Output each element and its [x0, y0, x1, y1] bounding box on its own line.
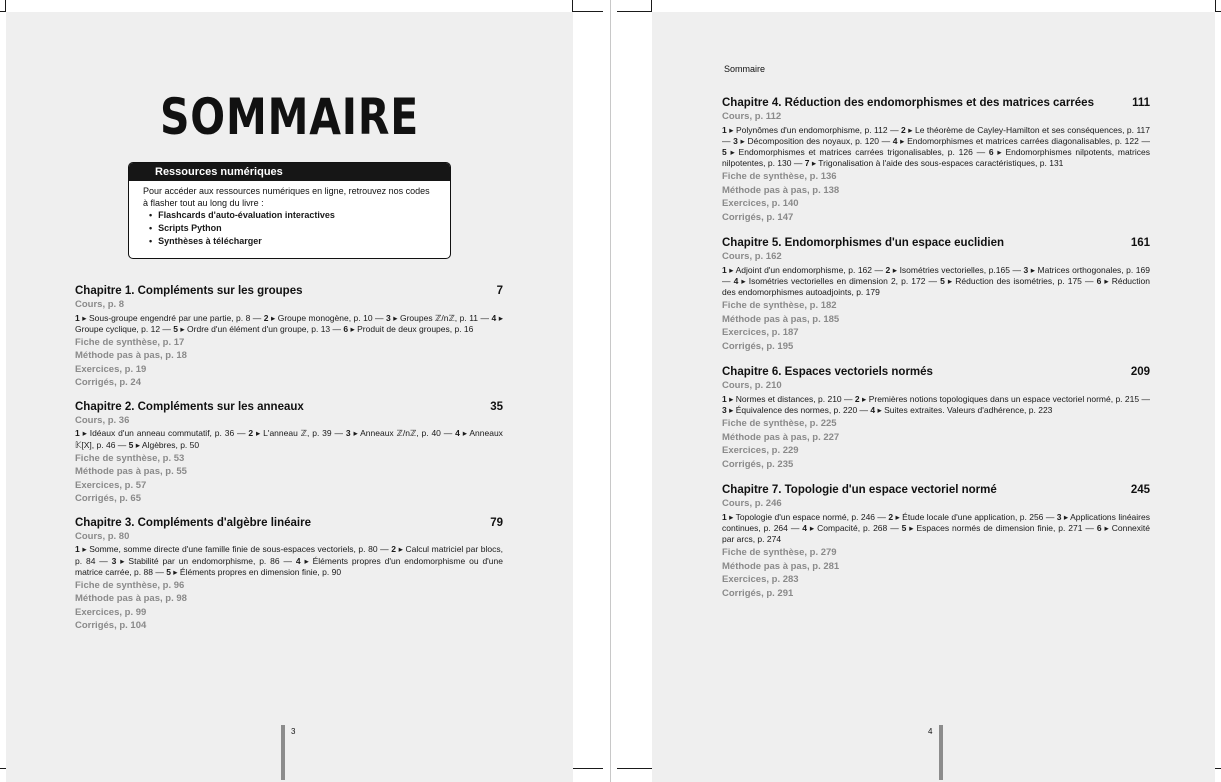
chapter-page-number: 209 [1130, 366, 1150, 379]
arrow-icon: ▸ [170, 566, 180, 577]
chapter-list [75, 284, 503, 643]
extra-link[interactable]: Méthode pas à pas, p. 18 [75, 350, 187, 362]
arrow-icon: ▸ [726, 264, 736, 275]
arrow-icon: ▸ [79, 544, 90, 555]
section-item[interactable] [902, 523, 1083, 533]
chapter-entry [75, 284, 503, 390]
section-item[interactable] [173, 324, 330, 334]
chapter-title: Chapitre 2. Compléments sur les anneaux [75, 400, 304, 413]
resources-item: • Flashcards d'auto-évaluation interactives [149, 209, 450, 222]
extra-link[interactable]: Corrigés, p. 291 [722, 587, 794, 599]
chapter-page-number: 245 [1130, 484, 1150, 497]
folio-bar [281, 725, 285, 780]
cours-link[interactable]: Cours, p. 8 [75, 299, 125, 310]
arrow-icon: ▸ [496, 312, 503, 323]
extra-link[interactable]: Corrigés, p. 65 [75, 493, 141, 505]
section-item[interactable] [112, 556, 280, 566]
section-separator: — [722, 135, 734, 146]
arrow-icon: ▸ [1061, 511, 1071, 522]
section-number: 5 [940, 276, 945, 287]
chapter-page-number: 161 [1130, 237, 1150, 250]
extra-link[interactable]: Corrigés, p. 235 [722, 458, 794, 470]
section-separator: — [1139, 393, 1150, 404]
section-list [75, 313, 503, 335]
extra-link[interactable]: Corrigés, p. 147 [722, 211, 794, 223]
section-text: Applications linéaires continues, p. 264 [722, 511, 1150, 534]
page-number: 3 [291, 727, 296, 736]
section-separator: — [887, 523, 902, 534]
chapter-heading[interactable] [722, 365, 1150, 379]
arrow-icon: ▸ [893, 511, 903, 522]
section-number: 5 [128, 439, 134, 450]
arrow-icon: ▸ [906, 523, 917, 534]
section-list [75, 544, 503, 578]
section-text: Normes et distances, p. 210 [735, 393, 842, 404]
chapter-entry [722, 365, 1150, 471]
section-number: 3 [386, 312, 391, 323]
running-head: Sommaire [724, 64, 766, 74]
extra-link[interactable]: Fiche de synthèse, p. 53 [75, 452, 185, 464]
arrow-icon: ▸ [726, 393, 736, 404]
cours-link[interactable]: Cours, p. 162 [722, 251, 782, 263]
section-separator: — [875, 511, 889, 522]
section-text: Idéaux d'un anneau commutatif, p. 36 [89, 428, 235, 439]
section-number: 1 [75, 312, 80, 323]
arrow-icon: ▸ [395, 544, 406, 555]
section-number: 6 [343, 323, 349, 334]
extra-link[interactable]: Corrigés, p. 104 [75, 620, 147, 632]
extra-link[interactable]: Exercices, p. 19 [75, 363, 147, 375]
crop-mark [573, 768, 603, 769]
chapter-list [722, 96, 1150, 612]
page-title: SOMMAIRE [159, 88, 420, 146]
section-number: 6 [988, 146, 994, 157]
section-item[interactable] [734, 276, 926, 286]
arrow-icon: ▸ [178, 323, 188, 334]
section-number: 2 [248, 428, 254, 439]
section-text: Sous-groupe engendré par une partie, p. 8 [88, 312, 251, 323]
crop-mark [1215, 768, 1221, 769]
section-separator: — [1009, 264, 1024, 275]
cours-link[interactable]: Cours, p. 36 [75, 414, 130, 426]
section-separator: — [250, 312, 264, 323]
section-number: 6 [1096, 276, 1102, 287]
extra-link[interactable]: Fiche de synthèse, p. 96 [75, 579, 185, 591]
section-separator: — [787, 523, 803, 534]
section-text: Compacité, p. 268 [817, 523, 888, 534]
chapter-entry [75, 400, 503, 506]
section-item[interactable] [722, 405, 857, 415]
section-text: Éléments propres d'un endomorphisme ou d'une matrice carrée, p. 88 [75, 555, 503, 577]
section-number: 3 [722, 405, 727, 416]
extra-link[interactable]: Fiche de synthèse, p. 136 [722, 171, 837, 183]
section-text: Connexité par arcs, p. 274 [722, 523, 1151, 545]
arrow-icon: ▸ [1101, 276, 1112, 287]
section-number: 3 [1023, 264, 1029, 275]
section-separator: — [1082, 523, 1097, 534]
arrow-icon: ▸ [905, 124, 915, 135]
section-number: 5 [166, 566, 171, 577]
section-text: Endomorphismes et matrices carrées trigonalisables, p. 126 [738, 146, 973, 157]
section-item[interactable] [248, 428, 331, 438]
chapter-heading[interactable] [75, 400, 503, 414]
chapter-entry [722, 483, 1150, 600]
arrow-icon: ▸ [993, 146, 1006, 157]
section-number: 4 [892, 135, 898, 146]
section-text: Suites extraites. Valeurs d'adhérence, p. 223 [884, 405, 1053, 416]
resources-heading: Ressources numériques [129, 163, 450, 181]
section-item[interactable] [346, 428, 441, 438]
crop-mark [5, 0, 6, 12]
section-separator: — [972, 146, 989, 157]
extra-link[interactable]: Exercices, p. 99 [75, 606, 147, 618]
section-number: 4 [733, 276, 739, 287]
extra-link[interactable]: Corrigés, p. 24 [75, 377, 141, 389]
arrow-icon: ▸ [300, 555, 313, 566]
chapter-entry [722, 96, 1150, 224]
section-separator: — [879, 135, 893, 146]
arrow-icon: ▸ [1028, 264, 1038, 275]
arrow-icon: ▸ [859, 393, 869, 404]
extra-link[interactable]: Exercices, p. 187 [722, 327, 799, 339]
section-separator: — [440, 428, 456, 439]
section-list [722, 394, 1150, 416]
section-item[interactable] [805, 158, 1064, 168]
section-separator: — [1138, 135, 1151, 146]
crop-mark [651, 0, 652, 12]
section-number: 4 [491, 312, 497, 323]
section-item[interactable] [722, 125, 888, 135]
crop-mark [617, 768, 652, 769]
arrow-icon: ▸ [726, 146, 739, 157]
section-separator: — [279, 555, 296, 566]
section-text: Somme, somme directe d'une famille finie de sous-espaces vectoriels, p. 80 [89, 544, 378, 555]
section-number: 3 [1056, 511, 1062, 522]
section-text: Premières notions topologiques dans un espace vectoriel normé, p. 215 [868, 393, 1140, 404]
section-item[interactable] [129, 440, 199, 450]
extra-link[interactable]: Exercices, p. 57 [75, 479, 147, 491]
section-item[interactable] [75, 313, 250, 323]
resources-item: • Synthèses à télécharger [149, 235, 450, 248]
section-item[interactable] [722, 147, 973, 157]
section-list [75, 428, 503, 450]
section-item[interactable] [386, 313, 478, 323]
section-item[interactable] [886, 265, 1010, 275]
section-number: 2 [885, 264, 891, 275]
section-text: Groupe monogène, p. 10 [277, 312, 373, 323]
arrow-icon: ▸ [79, 428, 90, 439]
extra-link[interactable]: Fiche de synthèse, p. 182 [722, 300, 837, 312]
extra-link[interactable]: Méthode pas à pas, p. 55 [75, 466, 187, 478]
section-number: 3 [733, 135, 738, 146]
section-number: 3 [111, 555, 117, 566]
arrow-icon: ▸ [390, 312, 400, 323]
section-number: 4 [802, 523, 807, 534]
section-item[interactable] [722, 394, 842, 404]
section-separator: — [1043, 511, 1057, 522]
chapter-title: Chapitre 6. Espaces vectoriels normés [722, 366, 933, 379]
page-number: 4 [928, 727, 933, 736]
section-text: Éléments propres en dimension finie, p. 90 [179, 566, 342, 577]
section-separator: — [331, 428, 346, 439]
arrow-icon: ▸ [890, 264, 900, 275]
cours-link[interactable]: Cours, p. 80 [75, 530, 130, 542]
arrow-icon: ▸ [253, 428, 264, 439]
folio-bar [939, 725, 943, 780]
extra-link[interactable]: Exercices, p. 283 [722, 574, 799, 586]
chapter-page-number: 7 [496, 285, 503, 297]
arrow-icon: ▸ [350, 428, 361, 439]
section-separator: — [115, 439, 129, 450]
section-separator: — [722, 276, 734, 287]
section-list [722, 512, 1150, 546]
extra-link[interactable]: Méthode pas à pas, p. 227 [722, 431, 840, 443]
chapter-entry [722, 236, 1150, 353]
section-text: L'anneau ℤ, p. 39 [263, 428, 332, 439]
section-separator: — [887, 124, 902, 135]
section-text: Étude locale d'une application, p. 256 [902, 511, 1044, 522]
arrow-icon: ▸ [79, 312, 89, 323]
section-text: Réduction des isométries, p. 175 [955, 276, 1082, 287]
right-page [652, 12, 1215, 782]
section-number: 2 [263, 312, 269, 323]
chapter-title: Chapitre 3. Compléments d'algèbre linéaire [75, 516, 311, 529]
crop-mark [1215, 11, 1221, 12]
arrow-icon: ▸ [133, 439, 142, 450]
section-text: Calcul matriciel par blocs, p. 84 [75, 544, 503, 566]
section-item[interactable] [901, 125, 1150, 135]
section-number: 2 [391, 544, 396, 555]
section-list [722, 265, 1150, 299]
section-separator: — [1081, 276, 1097, 287]
left-page [6, 12, 573, 782]
section-text: Espaces normés de dimension finie, p. 271 [916, 523, 1083, 534]
section-separator: — [377, 544, 392, 555]
arrow-icon: ▸ [944, 276, 956, 287]
cours-link[interactable]: Cours, p. 210 [722, 380, 782, 392]
section-number: 3 [345, 428, 351, 439]
section-item[interactable] [1023, 265, 1149, 275]
section-number: 2 [854, 393, 860, 404]
section-text: Polynômes d'un endomorphisme, p. 112 [735, 124, 888, 135]
extra-link[interactable]: Méthode pas à pas, p. 281 [722, 560, 840, 572]
section-text: Groupe cyclique, p. 12 [75, 323, 161, 334]
section-number: 1 [75, 428, 80, 439]
extra-link[interactable]: Fiche de synthèse, p. 279 [722, 547, 837, 559]
section-number: 4 [455, 428, 460, 439]
section-text: Équivalence des normes, p. 220 [735, 405, 858, 416]
chapter-title: Chapitre 1. Compléments sur les groupes [75, 285, 303, 297]
section-text: Trigonalisation à l'aide des sous-espaces caractéristiques, p. 131 [818, 158, 1064, 169]
resources-intro: Pour accéder aux ressources numériques en ligne, retrouvez nos codes à flasher tout au long du livre : [143, 186, 430, 208]
section-separator: — [152, 566, 167, 577]
section-item[interactable] [733, 136, 879, 146]
section-text: Endomorphismes et matrices carrées diagonalisables, p. 122 [907, 135, 1139, 146]
section-text: Le théorème de Cayley-Hamilton et ses conséquences, p. 117 [914, 124, 1151, 135]
chapter-page-number: 111 [1132, 97, 1150, 109]
section-text: Endomorphismes nilpotents, matrices nilpotentes, p. 130 [722, 146, 1150, 169]
section-list [722, 125, 1150, 170]
chapter-page-number: 35 [490, 400, 503, 413]
section-text: Anneaux ℤ/nℤ, p. 40 [360, 428, 441, 439]
section-item[interactable] [343, 324, 473, 334]
arrow-icon: ▸ [809, 158, 819, 169]
section-number: 5 [173, 323, 179, 334]
section-item[interactable] [940, 276, 1082, 286]
cours-link[interactable]: Cours, p. 112 [722, 111, 782, 122]
section-number: 1 [722, 264, 727, 275]
chapter-title: Chapitre 7. Topologie d'un espace vectoriel normé [722, 484, 997, 497]
section-text: Isométries vectorielles, p.165 [899, 264, 1010, 275]
section-number: 7 [804, 158, 810, 169]
section-item[interactable] [722, 265, 872, 275]
section-text: Adjoint d'un endomorphisme, p. 162 [735, 264, 872, 275]
crop-mark [573, 11, 603, 12]
section-item[interactable] [166, 567, 341, 577]
chapter-heading[interactable] [75, 516, 503, 530]
arrow-icon: ▸ [738, 276, 749, 287]
section-item[interactable] [888, 512, 1043, 522]
arrow-icon: ▸ [116, 555, 129, 566]
extra-link[interactable]: Corrigés, p. 195 [722, 340, 794, 352]
chapter-heading[interactable] [722, 236, 1150, 250]
chapter-title: Chapitre 4. Réduction des endomorphismes et des matrices carrées [722, 97, 1094, 109]
section-separator: — [791, 158, 805, 169]
chapter-title: Chapitre 5. Endomorphismes d'un espace euclidien [722, 237, 1004, 250]
resources-item: • Scripts Python [149, 222, 450, 235]
section-item[interactable] [870, 405, 1052, 415]
section-number: 1 [722, 511, 727, 522]
section-text: Stabilité par un endomorphisme, p. 86 [128, 555, 280, 566]
arrow-icon: ▸ [1101, 523, 1112, 534]
arrow-icon: ▸ [875, 405, 885, 416]
crop-mark [617, 11, 652, 12]
section-number: 2 [888, 511, 894, 522]
section-number: 1 [75, 544, 80, 555]
section-text: Réduction des endomorphismes autoadjoints, p. 179 [722, 276, 1150, 298]
section-text: Topologie d'un espace normé, p. 246 [735, 511, 876, 522]
section-text: Anneaux 𝕂[X], p. 46 [75, 428, 503, 450]
arrow-icon: ▸ [348, 323, 358, 334]
section-separator: — [872, 264, 886, 275]
section-item[interactable] [264, 313, 373, 323]
section-text: Ordre d'un élément d'un groupe, p. 13 [187, 323, 331, 334]
page-spine [610, 0, 611, 782]
section-number: 2 [901, 124, 906, 135]
section-number: 5 [722, 146, 727, 157]
extra-link[interactable]: Méthode pas à pas, p. 98 [75, 593, 187, 605]
section-item[interactable] [75, 544, 378, 554]
arrow-icon: ▸ [726, 405, 736, 416]
section-separator: — [330, 323, 344, 334]
section-text: Produit de deux groupes, p. 16 [357, 323, 474, 334]
section-number: 4 [295, 555, 301, 566]
section-item[interactable] [893, 136, 1139, 146]
section-item[interactable] [855, 394, 1139, 404]
cours-link[interactable]: Cours, p. 246 [722, 498, 782, 510]
extra-link[interactable]: Méthode pas à pas, p. 138 [722, 184, 840, 196]
arrow-icon: ▸ [737, 135, 748, 146]
extra-link[interactable]: Méthode pas à pas, p. 185 [722, 313, 840, 325]
section-separator: — [857, 405, 871, 416]
section-number: 4 [870, 405, 876, 416]
extra-link[interactable]: Exercices, p. 140 [722, 198, 799, 210]
section-number: 1 [722, 393, 727, 404]
arrow-icon: ▸ [726, 124, 736, 135]
section-number: 1 [722, 124, 727, 135]
section-separator: — [95, 555, 112, 566]
chapter-heading[interactable] [75, 284, 503, 298]
arrow-icon: ▸ [459, 428, 470, 439]
chapter-entry [75, 516, 503, 633]
resources-box [128, 162, 451, 259]
section-text: Matrices orthogonales, p. 169 [1037, 264, 1150, 275]
section-item[interactable] [75, 428, 234, 438]
section-text: Isométries vectorielles en dimension 2, p. 172 [748, 276, 926, 287]
extra-link[interactable]: Fiche de synthèse, p. 17 [75, 336, 185, 348]
section-separator: — [372, 312, 387, 323]
section-text: Décomposition des noyaux, p. 120 [747, 135, 879, 146]
section-number: 5 [901, 523, 907, 534]
section-separator: — [160, 323, 174, 334]
section-separator: — [841, 393, 855, 404]
arrow-icon: ▸ [807, 523, 818, 534]
extra-link[interactable]: Fiche de synthèse, p. 225 [722, 418, 837, 430]
section-separator: — [234, 428, 249, 439]
arrow-icon: ▸ [268, 312, 278, 323]
chapter-page-number: 79 [490, 516, 503, 529]
resources-list [129, 209, 450, 248]
section-number: 6 [1096, 523, 1102, 534]
chapter-heading[interactable] [722, 483, 1150, 497]
section-text: Groupes ℤ/nℤ, p. 11 [399, 312, 479, 323]
extra-link[interactable]: Exercices, p. 229 [722, 445, 799, 457]
section-item[interactable] [722, 512, 875, 522]
chapter-heading[interactable] [722, 96, 1150, 110]
arrow-icon: ▸ [897, 135, 908, 146]
section-separator: — [478, 312, 492, 323]
arrow-icon: ▸ [726, 511, 736, 522]
section-text: Algèbres, p. 50 [141, 439, 200, 450]
section-item[interactable] [802, 523, 887, 533]
section-separator: — [925, 276, 941, 287]
